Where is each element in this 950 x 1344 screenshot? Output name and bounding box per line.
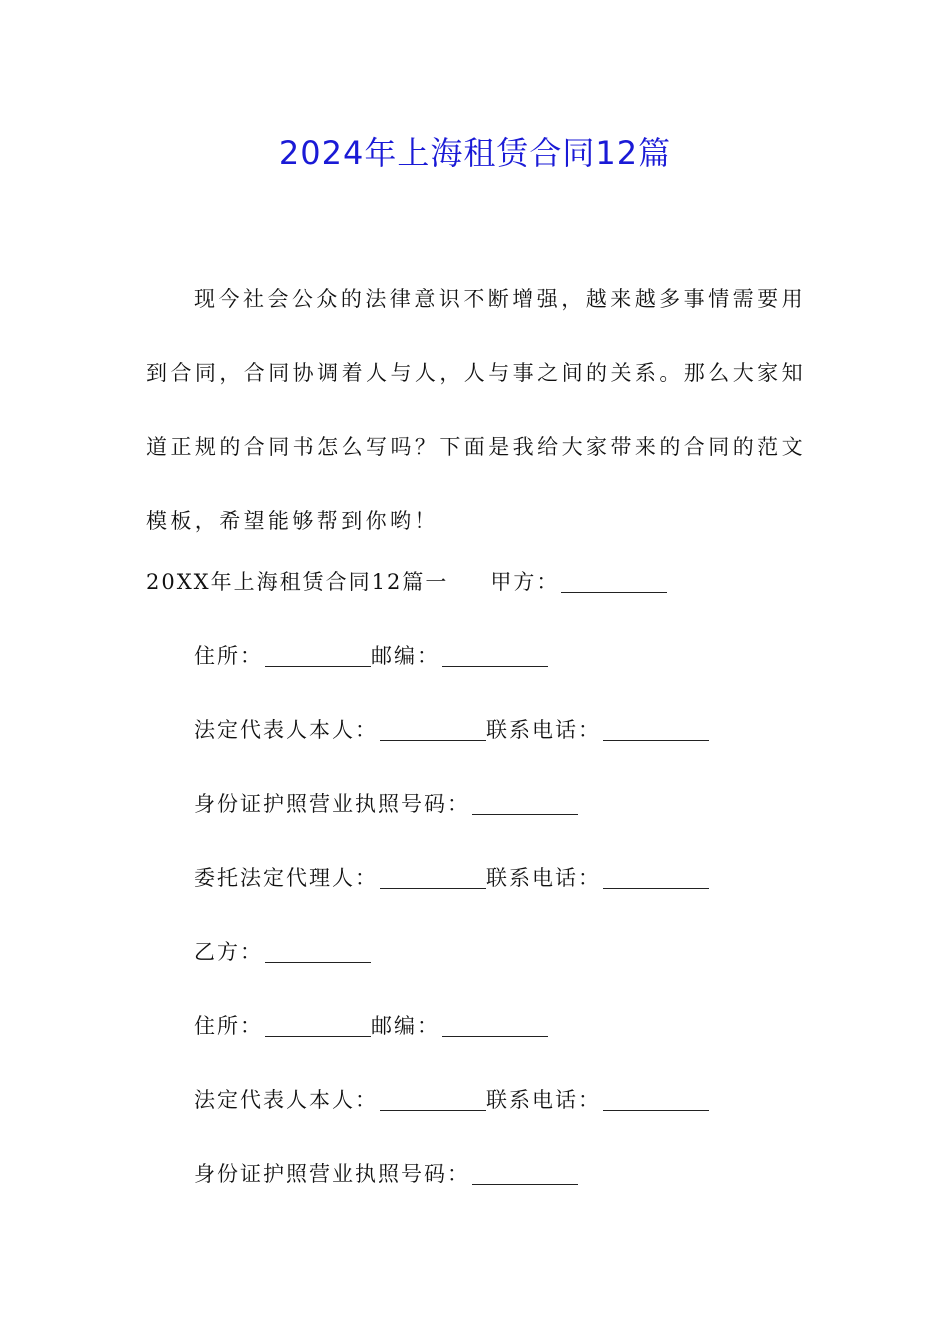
party-a-id-line — [194, 788, 578, 818]
party-b-legal-rep-label: 法定代表人本人： — [194, 1088, 378, 1112]
party-a-phone-label: 联系电话： — [486, 718, 601, 742]
party-b-postcode-blank[interactable] — [442, 1016, 548, 1037]
party-b-legal-rep-line — [194, 1084, 709, 1114]
party-b-label: 乙方： — [194, 940, 263, 964]
party-a-line — [146, 566, 667, 596]
party-a-agent-label: 委托法定代理人： — [194, 866, 378, 890]
party-b-address-blank[interactable] — [265, 1016, 371, 1037]
party-a-address-blank[interactable] — [265, 646, 371, 667]
party-b-postcode-label: 邮编： — [371, 1014, 440, 1038]
party-a-id-blank[interactable] — [472, 794, 578, 815]
party-b-id-blank[interactable] — [472, 1164, 578, 1185]
party-b-address-line — [194, 1010, 548, 1040]
party-a-agent-blank[interactable] — [380, 868, 486, 889]
party-b-blank[interactable] — [265, 942, 371, 963]
party-a-postcode-label: 邮编： — [371, 644, 440, 668]
party-b-phone-blank[interactable] — [603, 1090, 709, 1111]
party-a-legal-rep-label: 法定代表人本人： — [194, 718, 378, 742]
party-b-id-label: 身份证护照营业执照号码： — [194, 1162, 470, 1186]
party-b-line — [194, 936, 371, 966]
party-a-legal-rep-line — [194, 714, 709, 744]
party-a-address-label: 住所： — [194, 644, 263, 668]
party-b-address-label: 住所： — [194, 1014, 263, 1038]
party-a-id-label: 身份证护照营业执照号码： — [194, 792, 470, 816]
intro-paragraph: 现今社会公众的法律意识不断增强，越来越多事情需要用到合同，合同协调着人与人，人与事之间的关系。那么大家知道正规的合同书怎么写吗？下面是我给大家带来的合同的范文模板，希望能够帮到你哟！ — [146, 287, 806, 533]
party-a-agent-line — [194, 862, 709, 892]
party-a-address-line — [194, 640, 548, 670]
party-b-phone-label: 联系电话： — [486, 1088, 601, 1112]
party-a-phone-blank[interactable] — [603, 720, 709, 741]
party-b-id-line — [194, 1158, 578, 1188]
party-a-legal-rep-blank[interactable] — [380, 720, 486, 741]
party-a-label: 甲方： — [490, 570, 560, 594]
section-heading: 20XX年上海租赁合同12篇一 — [146, 570, 449, 594]
party-a-blank[interactable] — [561, 572, 667, 593]
party-a-agent-phone-blank[interactable] — [603, 868, 709, 889]
party-a-agent-phone-label: 联系电话： — [486, 866, 601, 890]
party-a-postcode-blank[interactable] — [442, 646, 548, 667]
party-b-legal-rep-blank[interactable] — [380, 1090, 486, 1111]
document-title: 2024年上海租赁合同12篇 — [278, 134, 672, 172]
